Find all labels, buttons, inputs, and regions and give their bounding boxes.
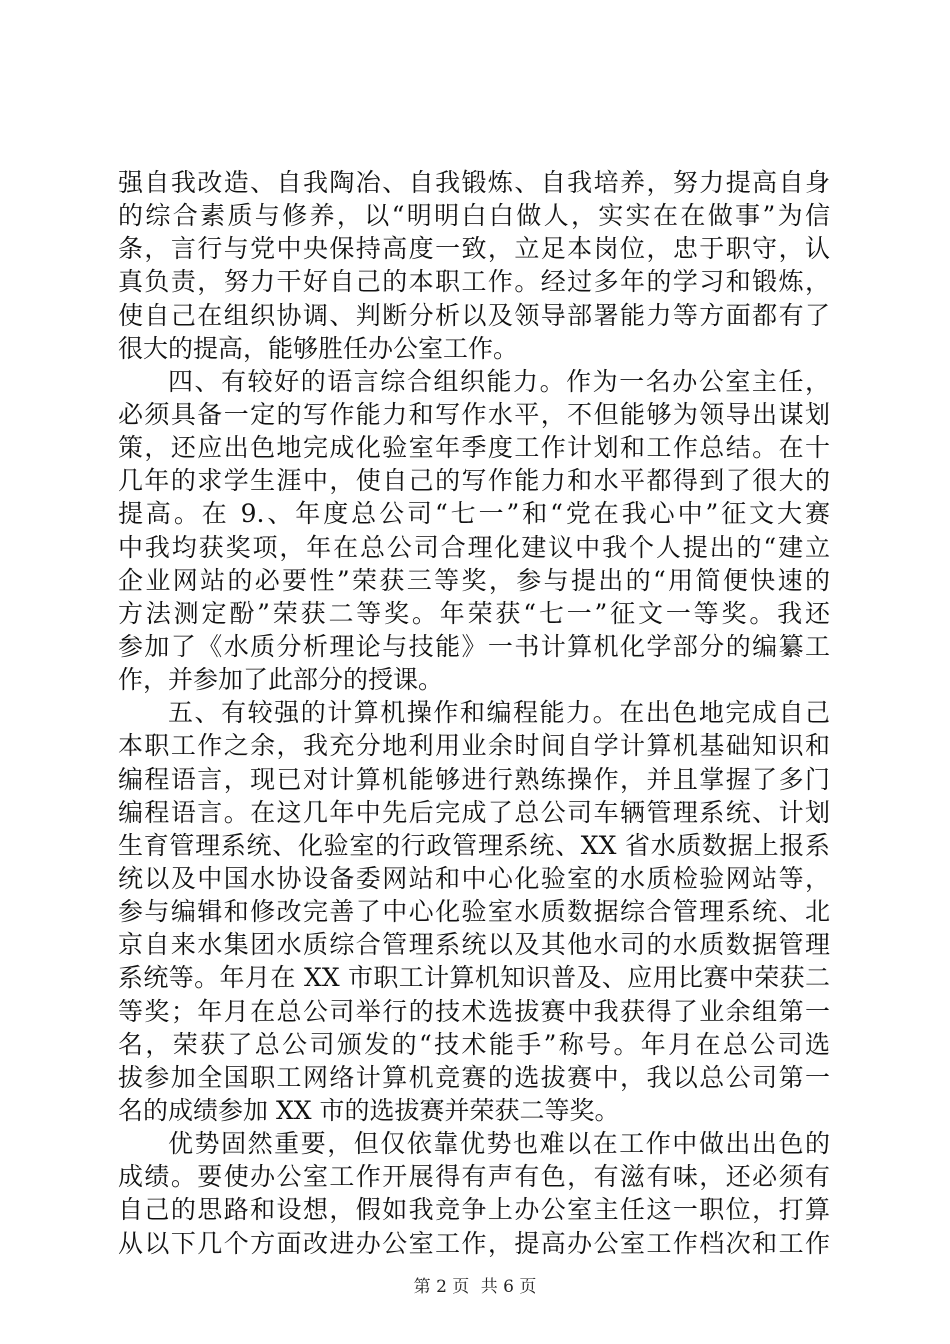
text-line: 成绩。要使办公室工作开展得有声有色，有滋有味，还必须有 (118, 1162, 830, 1192)
text-line: 方法测定酚”荣获二等奖。年荣获“七一”征文一等奖。我还 (118, 598, 830, 628)
text-line: 作，并参加了此部分的授课。 (118, 665, 444, 695)
text-line: 京自来水集团水质综合管理系统以及其他水司的水质数据管理 (118, 930, 830, 960)
text-line: 几年的求学生涯中，使自己的写作能力和水平都得到了很大的 (118, 466, 830, 496)
text-line: 参加了《水质分析理论与技能》一书计算机化学部分的编纂工 (118, 631, 830, 661)
text-line: 五、有较强的计算机操作和编程能力。在出色地完成自己 (168, 698, 830, 728)
text-line: 拔参加全国职工网络计算机竞赛的选拔赛中，我以总公司第一 (118, 1062, 830, 1092)
text-line: 必须具备一定的写作能力和写作水平，不但能够为领导出谋划 (118, 399, 830, 429)
text-line: 很大的提高，能够胜任办公室工作。 (118, 333, 519, 363)
text-line: 本职工作之余，我充分地利用业余时间自学计算机基础知识和 (118, 731, 830, 761)
text-line: 编程语言。在这几年中先后完成了总公司车辆管理系统、计划 (118, 797, 830, 827)
text-line: 使自己在组织协调、判断分析以及领导部署能力等方面都有了 (118, 300, 830, 330)
document-body (118, 166, 830, 1260)
text-line: 名的成绩参加 XX 市的选拔赛并荣获二等奖。 (118, 1095, 620, 1125)
page-footer (0, 1272, 950, 1297)
text-line: 企业网站的必要性”荣获三等奖，参与提出的“用简便快速的 (118, 565, 830, 595)
text-line: 名，荣获了总公司颁发的“技术能手”称号。年月在总公司选 (118, 1029, 830, 1059)
text-line: 的综合素质与修养，以“明明白白做人，实实在在做事”为信 (118, 201, 830, 231)
text-line: 系统等。年月在 XX 市职工计算机知识普及、应用比赛中荣获二 (118, 963, 830, 993)
text-line: 条，言行与党中央保持高度一致，立足本岗位，忠于职守，认 (118, 234, 830, 264)
text-line: 从以下几个方面改进办公室工作，提高办公室工作档次和工作 (118, 1228, 830, 1258)
text-line: 统以及中国水协设备委网站和中心化验室的水质检验网站等， (118, 863, 830, 893)
text-line: 参与编辑和修改完善了中心化验室水质数据综合管理系统、北 (118, 897, 830, 927)
text-line: 生育管理系统、化验室的行政管理系统、XX 省水质数据上报系 (118, 830, 830, 860)
text-line: 真负责，努力干好自己的本职工作。经过多年的学习和锻炼， (118, 267, 830, 297)
text-line: 强自我改造、自我陶冶、自我锻炼、自我培养，努力提高自身 (118, 168, 830, 197)
text-line: 等奖；年月在总公司举行的技术选拔赛中我获得了业余组第一 (118, 996, 830, 1026)
page-number: 第 2 页 (413, 1277, 470, 1297)
text-line: 提高。在 9.、年度总公司“七一”和“党在我心中”征文大赛 (118, 499, 830, 529)
text-line: 编程语言，现已对计算机能够进行熟练操作，并且掌握了多门 (118, 764, 830, 794)
page-total: 共 6 页 (480, 1277, 537, 1297)
text-line: 优势固然重要，但仅依靠优势也难以在工作中做出出色的 (168, 1129, 830, 1159)
text-line: 自己的思路和设想，假如我竞争上办公室主任这一职位，打算 (118, 1195, 830, 1225)
text-line: 策，还应出色地完成化验室年季度工作计划和工作总结。在十 (118, 433, 830, 463)
text-line: 四、有较好的语言综合组织能力。作为一名办公室主任， (168, 366, 830, 396)
text-line: 中我均获奖项，年在总公司合理化建议中我个人提出的“建立 (118, 532, 830, 562)
